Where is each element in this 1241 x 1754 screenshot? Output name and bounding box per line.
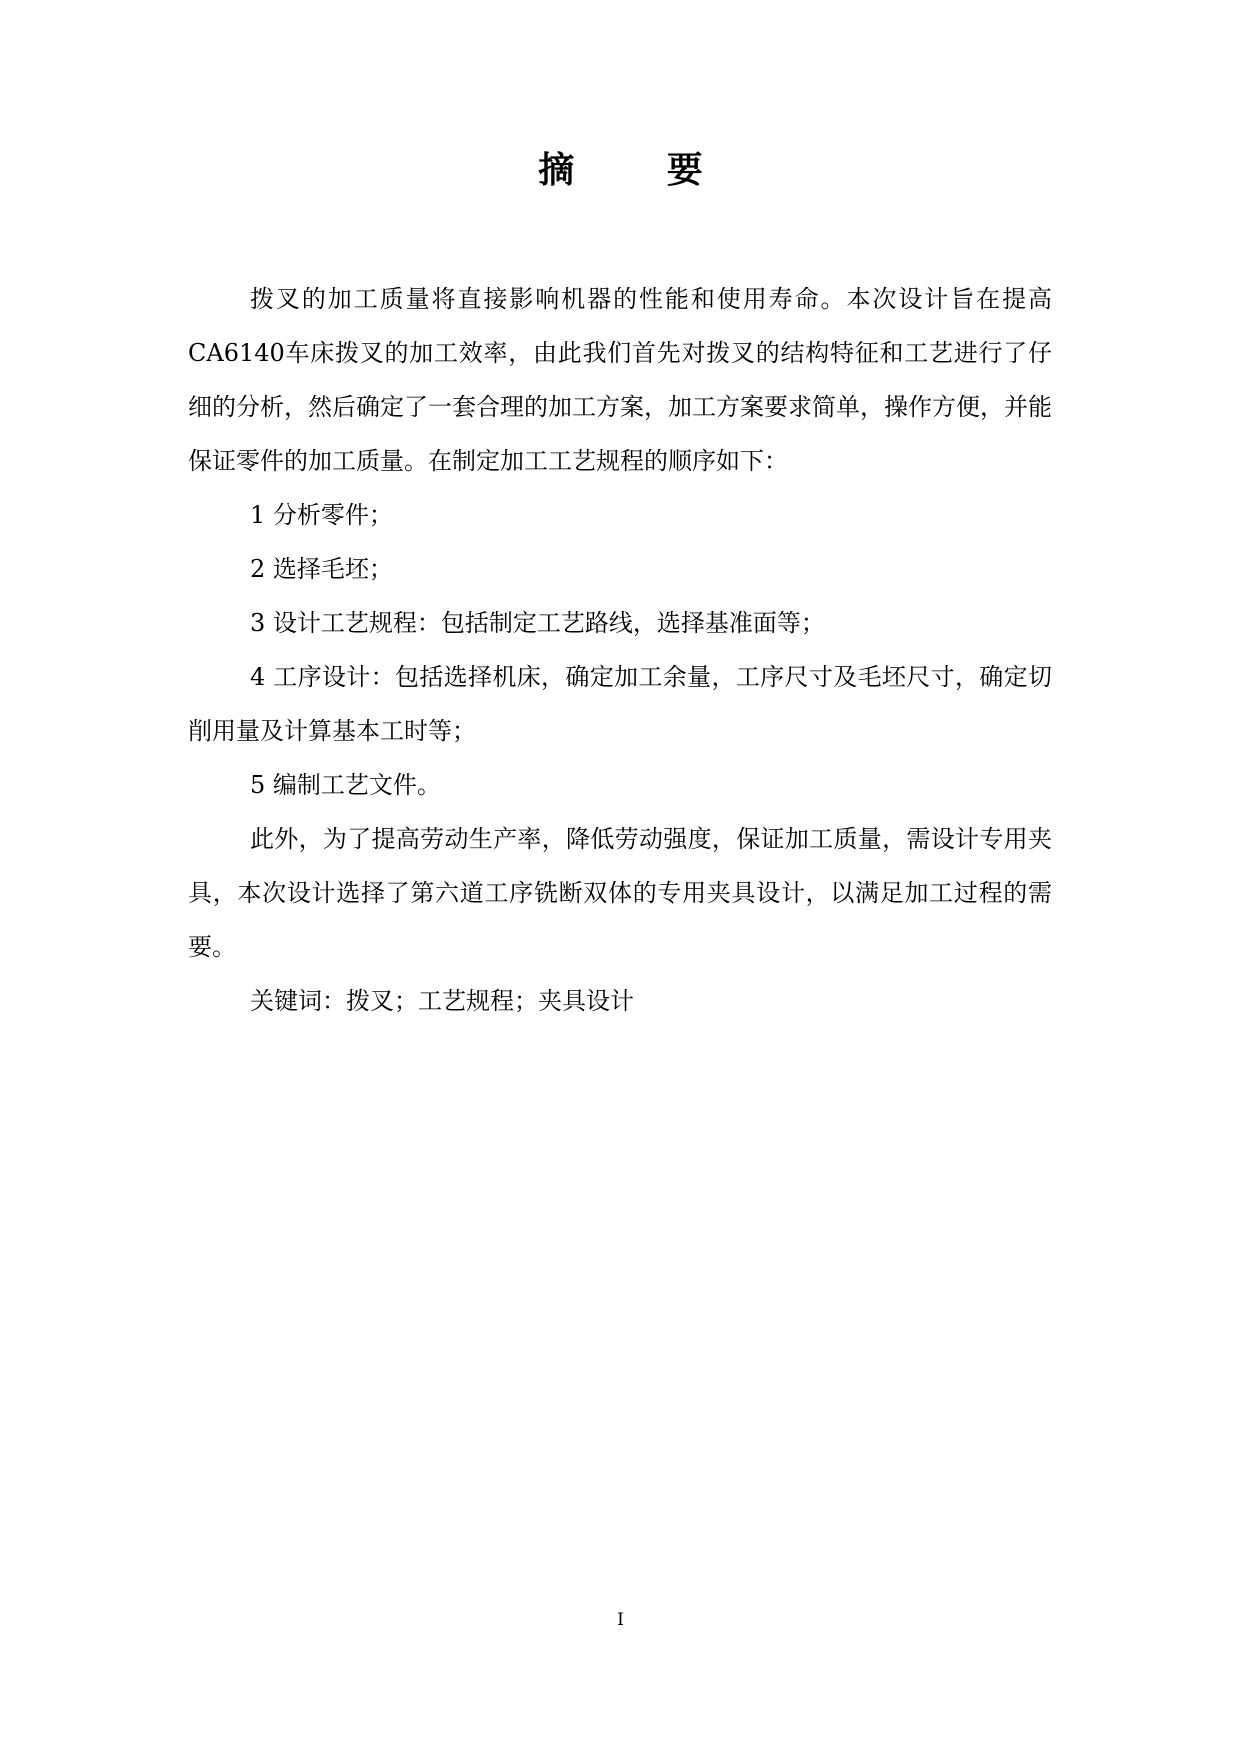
keywords-line: 关键词：拨叉；工艺规程；夹具设计 (250, 987, 634, 1015)
step-5-paragraph: 5 编制工艺文件。 (250, 771, 441, 799)
fixture-paragraph: 此外，为了提高劳动生产率，降低劳动强度，保证加工质量，需设计专用夹具，本次设计选择了第六道工序铣断双体的专用夹具设计，以满足加工过程的需要。 (188, 825, 1052, 961)
step-1-paragraph: 1 分析零件； (250, 501, 393, 529)
intro-paragraph: 拨叉的加工质量将直接影响机器的性能和使用寿命。本次设计旨在提高CA6140车床拨叉的加工效率，由此我们首先对拨叉的结构特征和工艺进行了仔细的分析，然后确定了一套合理的加工方案，加工方案要求简单，操作方便，并能保证零件的加工质量。在制定加工工艺规程的顺序如下： (188, 285, 1052, 475)
abstract-body (188, 272, 1052, 1028)
step-4-paragraph: 4 工序设计：包括选择机床，确定加工余量，工序尺寸及毛坯尺寸，确定切削用量及计算基本工时等； (188, 663, 1052, 745)
step-2-paragraph: 2 选择毛坯； (250, 555, 393, 583)
page-number: I (617, 1610, 624, 1630)
step-3-paragraph: 3 设计工艺规程：包括制定工艺路线，选择基准面等； (250, 609, 825, 637)
abstract-title: 摘 要 (538, 149, 743, 191)
